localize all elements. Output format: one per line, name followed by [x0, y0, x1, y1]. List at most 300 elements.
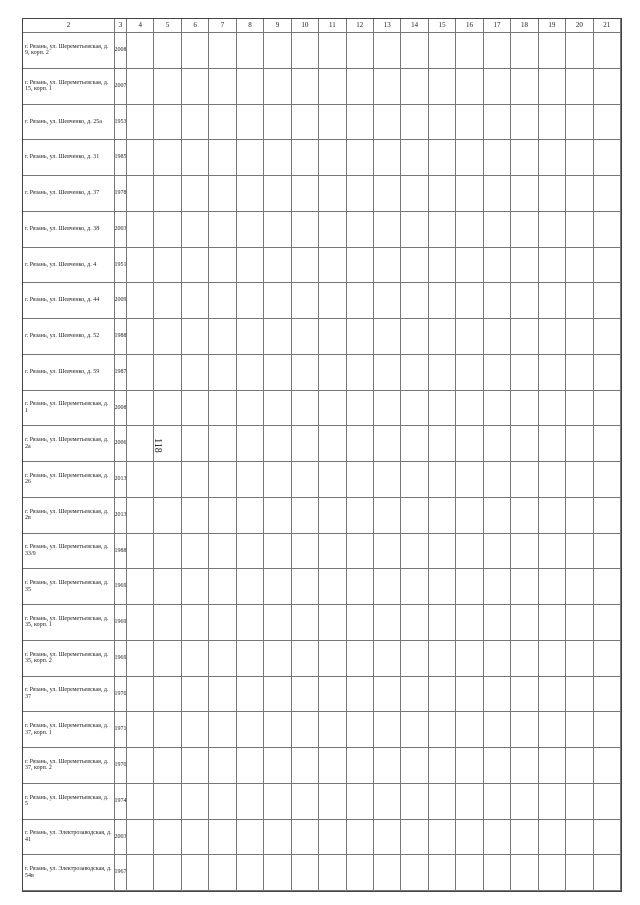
table-cell — [237, 391, 264, 427]
table-cell — [484, 569, 511, 605]
table-cell — [237, 784, 264, 820]
table-cell — [511, 748, 538, 784]
table-cell — [347, 212, 374, 248]
table-cell — [182, 105, 209, 141]
table-cell — [401, 748, 428, 784]
table-cell — [539, 498, 566, 534]
table-cell — [209, 820, 236, 856]
table-cell — [292, 784, 319, 820]
table-cell — [484, 462, 511, 498]
row-year: 2003 — [115, 212, 127, 248]
table-cell — [182, 462, 209, 498]
table-cell — [292, 748, 319, 784]
row-address: г. Рязань, ул. Шереметьевская, д. 1 — [23, 391, 115, 427]
table-cell — [484, 140, 511, 176]
table-cell — [347, 248, 374, 284]
table-cell — [374, 820, 401, 856]
table-cell — [374, 677, 401, 713]
table-cell — [182, 248, 209, 284]
table-cell — [209, 712, 236, 748]
table-cell — [594, 855, 621, 891]
table-cell — [209, 248, 236, 284]
column-header: 10 — [292, 19, 319, 33]
table-cell — [484, 426, 511, 462]
table-cell — [347, 319, 374, 355]
table-cell — [127, 69, 154, 105]
table-cell — [484, 69, 511, 105]
table-cell — [182, 784, 209, 820]
table-cell — [484, 641, 511, 677]
table-cell — [401, 677, 428, 713]
table-cell — [347, 69, 374, 105]
table-cell — [429, 69, 456, 105]
table-cell — [182, 212, 209, 248]
table-cell — [319, 462, 346, 498]
table-cell — [264, 605, 291, 641]
table-cell — [127, 677, 154, 713]
row-year: 2009 — [115, 283, 127, 319]
table-cell — [401, 248, 428, 284]
table-cell — [484, 534, 511, 570]
table-cell — [182, 712, 209, 748]
table-cell — [209, 855, 236, 891]
table-cell — [264, 569, 291, 605]
table-cell — [374, 69, 401, 105]
table-cell — [429, 855, 456, 891]
table-cell — [401, 569, 428, 605]
table-cell — [154, 605, 181, 641]
table-cell — [264, 677, 291, 713]
table-cell — [401, 820, 428, 856]
table-cell — [429, 462, 456, 498]
table-cell — [429, 677, 456, 713]
table-cell — [484, 355, 511, 391]
table-cell — [511, 140, 538, 176]
table-cell — [347, 391, 374, 427]
row-address: г. Рязань, ул. Шереметьевская, д. 9, корп. 2 — [23, 33, 115, 69]
table-cell — [374, 391, 401, 427]
table-cell — [182, 69, 209, 105]
table-cell — [292, 534, 319, 570]
table-cell — [127, 784, 154, 820]
table-cell — [154, 176, 181, 212]
table-cell — [154, 248, 181, 284]
table-cell — [484, 319, 511, 355]
table-cell — [292, 712, 319, 748]
table-cell — [237, 462, 264, 498]
table-cell — [566, 283, 593, 319]
table-cell — [401, 33, 428, 69]
row-address: г. Рязань, ул. Шереметьевская, д. 37, корп. 1 — [23, 712, 115, 748]
table-cell — [401, 855, 428, 891]
table-cell — [374, 748, 401, 784]
table-cell — [401, 212, 428, 248]
table-cell — [594, 33, 621, 69]
row-year: 2003 — [115, 820, 127, 856]
table-cell — [237, 212, 264, 248]
table-cell — [539, 33, 566, 69]
table-cell — [154, 855, 181, 891]
row-year: 2008 — [115, 33, 127, 69]
column-header: 6 — [182, 19, 209, 33]
column-header: 19 — [539, 19, 566, 33]
row-address: г. Рязань, ул. Шевченко, д. 44 — [23, 283, 115, 319]
table-cell — [127, 534, 154, 570]
table-cell — [182, 677, 209, 713]
table-cell — [264, 820, 291, 856]
table-cell — [347, 426, 374, 462]
table-cell — [319, 248, 346, 284]
table-cell — [401, 534, 428, 570]
table-cell — [566, 391, 593, 427]
table-cell — [182, 498, 209, 534]
row-year: 1978 — [115, 176, 127, 212]
table-cell — [182, 355, 209, 391]
table-cell — [209, 677, 236, 713]
column-header: 20 — [566, 19, 593, 33]
table-cell — [292, 69, 319, 105]
table-cell — [456, 605, 483, 641]
row-address: г. Рязань, ул. Шереметьевская, д. 35, корп. 1 — [23, 605, 115, 641]
table-cell — [182, 33, 209, 69]
table-cell — [154, 355, 181, 391]
table-cell — [401, 426, 428, 462]
row-year: 1987 — [115, 355, 127, 391]
table-cell — [237, 283, 264, 319]
table-cell — [484, 498, 511, 534]
table-cell — [264, 462, 291, 498]
table-cell — [154, 712, 181, 748]
row-address: г. Рязань, ул. Шевченко, д. 38 — [23, 212, 115, 248]
table-cell — [347, 569, 374, 605]
table-cell — [209, 462, 236, 498]
row-address: г. Рязань, ул. Шереметьевская, д. 35 — [23, 569, 115, 605]
table-cell — [511, 784, 538, 820]
row-address: г. Рязань, ул. Шевченко, д. 31 — [23, 140, 115, 176]
table-cell — [292, 569, 319, 605]
table-cell — [292, 820, 319, 856]
table-cell — [484, 784, 511, 820]
table-cell — [539, 784, 566, 820]
table-cell — [511, 498, 538, 534]
row-address: г. Рязань, ул. Шереметьевская, д. 26 — [23, 462, 115, 498]
table-cell — [237, 712, 264, 748]
row-year: 1974 — [115, 784, 127, 820]
row-year: 1953 — [115, 105, 127, 141]
table-cell — [319, 820, 346, 856]
table-cell — [566, 212, 593, 248]
table-cell — [511, 391, 538, 427]
table-cell — [182, 319, 209, 355]
table-cell — [484, 33, 511, 69]
table-cell — [209, 498, 236, 534]
table-cell — [539, 248, 566, 284]
table-cell — [264, 33, 291, 69]
table-cell — [511, 569, 538, 605]
table-cell — [182, 426, 209, 462]
table-cell — [154, 748, 181, 784]
row-address: г. Рязань, ул. Шереметьевская, д. 15, корп. 1 — [23, 69, 115, 105]
table-cell — [401, 355, 428, 391]
table-cell — [374, 283, 401, 319]
table-cell — [127, 748, 154, 784]
table-cell — [511, 69, 538, 105]
table-cell — [209, 33, 236, 69]
table-cell — [401, 712, 428, 748]
table-cell — [154, 283, 181, 319]
table-cell — [237, 498, 264, 534]
table-cell — [566, 855, 593, 891]
row-address: г. Рязань, ул. Шевченко, д. 52 — [23, 319, 115, 355]
table-cell — [209, 319, 236, 355]
table-cell — [127, 283, 154, 319]
table-cell — [209, 212, 236, 248]
table-cell — [292, 248, 319, 284]
table-cell — [264, 69, 291, 105]
column-header: 2 — [23, 19, 115, 33]
table-cell — [539, 820, 566, 856]
table-cell — [182, 391, 209, 427]
column-header: 13 — [374, 19, 401, 33]
table-cell — [484, 176, 511, 212]
table-cell — [511, 641, 538, 677]
table-cell — [401, 498, 428, 534]
table-cell — [429, 712, 456, 748]
table-cell — [566, 820, 593, 856]
table-cell — [374, 426, 401, 462]
table-cell — [237, 820, 264, 856]
table-cell — [154, 498, 181, 534]
table-cell — [401, 391, 428, 427]
table-cell — [456, 426, 483, 462]
table-cell — [401, 605, 428, 641]
table-cell — [566, 426, 593, 462]
table-cell — [456, 391, 483, 427]
table-cell — [237, 176, 264, 212]
table-cell — [209, 105, 236, 141]
table-cell — [319, 712, 346, 748]
table-cell — [151, 426, 181, 462]
table-cell — [511, 248, 538, 284]
table-cell — [292, 212, 319, 248]
table-cell — [264, 248, 291, 284]
table-cell — [127, 391, 154, 427]
table-cell — [347, 534, 374, 570]
table-cell — [237, 140, 264, 176]
table-cell — [209, 534, 236, 570]
table-cell — [594, 641, 621, 677]
table-cell — [539, 569, 566, 605]
table-cell — [182, 140, 209, 176]
table-cell — [539, 426, 566, 462]
table-cell — [401, 105, 428, 141]
table-cell — [319, 498, 346, 534]
table-cell — [539, 677, 566, 713]
table-cell — [429, 498, 456, 534]
table-cell — [154, 820, 181, 856]
table-cell — [209, 784, 236, 820]
table-cell — [374, 355, 401, 391]
table-cell — [347, 712, 374, 748]
table-cell — [237, 426, 264, 462]
table-cell — [456, 462, 483, 498]
table-cell — [154, 677, 181, 713]
column-header: 21 — [594, 19, 621, 33]
column-header: 3 — [115, 19, 127, 33]
table-cell — [127, 355, 154, 391]
table-cell — [456, 855, 483, 891]
table-cell — [182, 283, 209, 319]
row-year: 2007 — [115, 69, 127, 105]
table-cell — [374, 33, 401, 69]
table-cell — [484, 712, 511, 748]
table-cell — [127, 212, 154, 248]
table-cell — [347, 498, 374, 534]
table-cell — [347, 105, 374, 141]
row-year: 2008 — [115, 391, 127, 427]
table-cell — [429, 176, 456, 212]
table-cell — [182, 748, 209, 784]
table-cell — [456, 33, 483, 69]
table-cell — [511, 105, 538, 141]
table-cell — [182, 534, 209, 570]
table-cell — [292, 855, 319, 891]
table-cell — [374, 641, 401, 677]
row-address: г. Рязань, ул. Шевченко, д. 59 — [23, 355, 115, 391]
table-cell — [539, 105, 566, 141]
table-cell — [209, 140, 236, 176]
table-cell — [319, 569, 346, 605]
table-cell — [456, 784, 483, 820]
table-cell — [264, 391, 291, 427]
row-address: г. Рязань, ул. Электрозаводская, д. 41 — [23, 820, 115, 856]
table-cell — [511, 534, 538, 570]
row-year: 2006 — [115, 426, 127, 462]
table-cell — [154, 641, 181, 677]
table-cell — [456, 176, 483, 212]
table-cell — [264, 748, 291, 784]
table-cell — [292, 391, 319, 427]
table-cell — [264, 426, 291, 462]
table-cell — [566, 319, 593, 355]
table-cell — [154, 534, 181, 570]
table-cell — [594, 534, 621, 570]
column-header: 14 — [401, 19, 428, 33]
table-cell — [292, 319, 319, 355]
table-cell — [319, 748, 346, 784]
table-cell — [539, 391, 566, 427]
table-cell — [511, 855, 538, 891]
table-cell — [154, 212, 181, 248]
table-cell — [374, 319, 401, 355]
table-cell — [347, 176, 374, 212]
column-header: 12 — [347, 19, 374, 33]
table-cell — [539, 534, 566, 570]
column-header: 4 — [127, 19, 154, 33]
table-cell — [566, 69, 593, 105]
table-cell — [456, 498, 483, 534]
table-cell — [456, 105, 483, 141]
table-cell — [292, 140, 319, 176]
table-cell — [319, 176, 346, 212]
table-cell — [154, 462, 181, 498]
table-cell — [511, 462, 538, 498]
row-year: 1988 — [115, 534, 127, 570]
page-number: 118 — [151, 438, 163, 453]
table-cell — [347, 140, 374, 176]
table-cell — [209, 391, 236, 427]
row-address: г. Рязань, ул. Шевченко, д. 4 — [23, 248, 115, 284]
table-cell — [127, 140, 154, 176]
table-cell — [319, 69, 346, 105]
table-cell — [484, 283, 511, 319]
table-cell — [456, 319, 483, 355]
table-cell — [594, 105, 621, 141]
row-address: г. Рязань, ул. Шереметьевская, д. 37, корп. 2 — [23, 748, 115, 784]
table-cell — [401, 784, 428, 820]
table-cell — [484, 677, 511, 713]
table-cell — [319, 605, 346, 641]
table-cell — [511, 212, 538, 248]
table-cell — [429, 248, 456, 284]
table-cell — [347, 283, 374, 319]
table-cell — [347, 820, 374, 856]
row-year: 1988 — [115, 319, 127, 355]
table-cell — [127, 605, 154, 641]
table-cell — [484, 212, 511, 248]
table-cell — [127, 176, 154, 212]
table-cell — [154, 33, 181, 69]
table-cell — [347, 462, 374, 498]
table-cell — [539, 319, 566, 355]
table-cell — [374, 855, 401, 891]
table-cell — [292, 355, 319, 391]
table-cell — [429, 820, 456, 856]
row-year: 1967 — [115, 855, 127, 891]
row-address: г. Рязань, ул. Электрозаводская, д. 54в — [23, 855, 115, 891]
table-cell — [292, 462, 319, 498]
table-cell — [566, 498, 593, 534]
table-cell — [292, 641, 319, 677]
table-cell — [127, 712, 154, 748]
row-address: г. Рязань, ул. Шереметьевская, д. 33/9 — [23, 534, 115, 570]
column-header: 7 — [209, 19, 236, 33]
table-cell — [127, 462, 154, 498]
table-cell — [237, 748, 264, 784]
table-cell — [429, 212, 456, 248]
table-cell — [127, 426, 154, 462]
table-cell — [237, 33, 264, 69]
table-cell — [456, 641, 483, 677]
table-cell — [292, 426, 319, 462]
table-cell — [539, 641, 566, 677]
table-cell — [292, 105, 319, 141]
table-cell — [209, 69, 236, 105]
table-cell — [127, 33, 154, 69]
table-cell — [456, 820, 483, 856]
table-cell — [594, 391, 621, 427]
table-cell — [594, 748, 621, 784]
column-header: 8 — [237, 19, 264, 33]
table-cell — [209, 355, 236, 391]
table-cell — [347, 784, 374, 820]
table-cell — [566, 569, 593, 605]
table-cell — [456, 140, 483, 176]
table-cell — [374, 498, 401, 534]
table-cell — [594, 498, 621, 534]
table-cell — [374, 176, 401, 212]
table-cell — [264, 283, 291, 319]
